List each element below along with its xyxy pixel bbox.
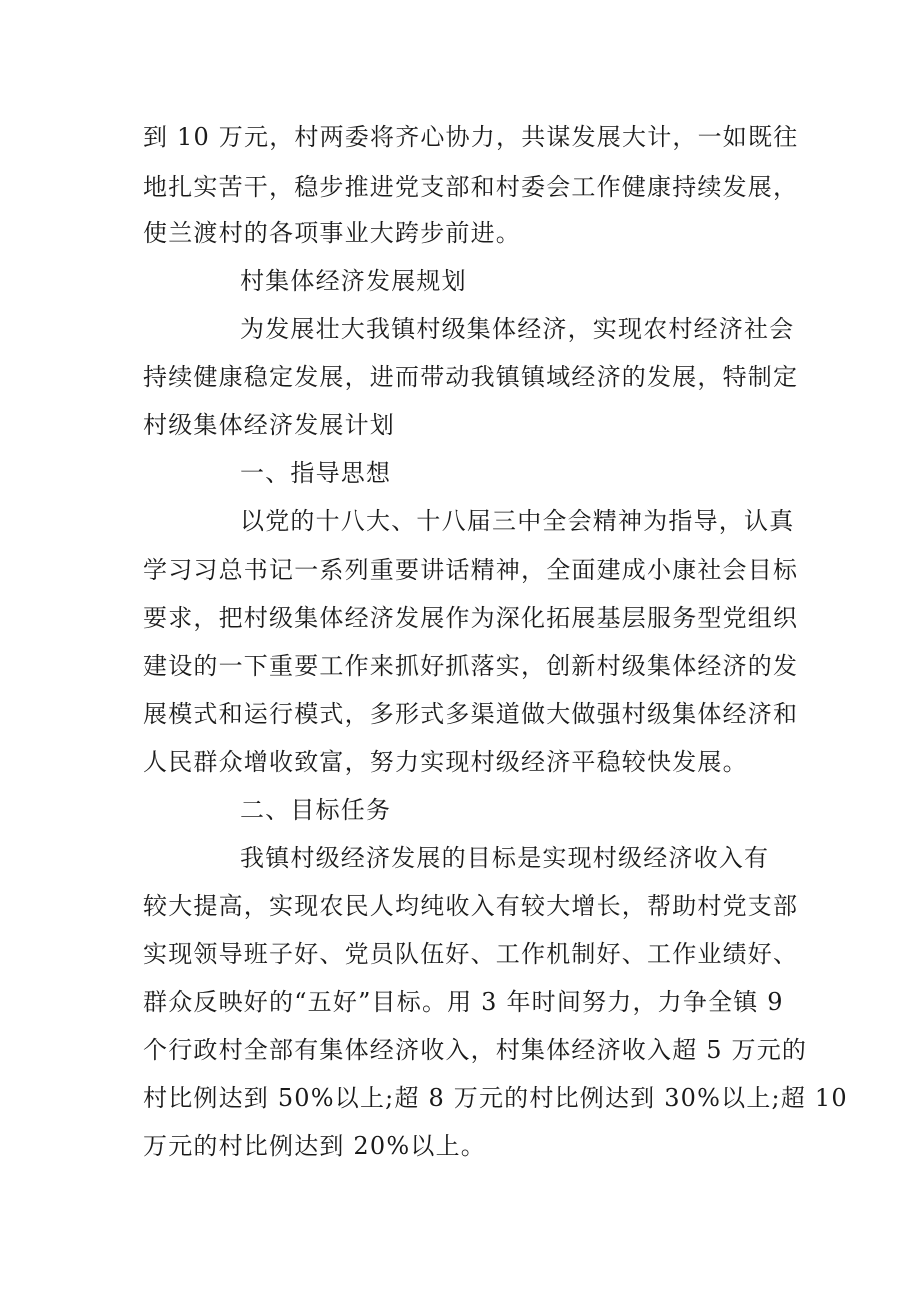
paragraph-line: 个行政村全部有集体经济收入，村集体经济收入超 5 万元的 <box>143 1036 808 1064</box>
paragraph-line: 实现领导班子好、党员队伍好、工作机制好、工作业绩好、 <box>143 940 799 968</box>
paragraph-line: 到 10 万元，村两委将齐心协力，共谋发展大计，一如既往 <box>143 123 799 151</box>
section-heading: 一、指导思想 <box>240 459 392 487</box>
paragraph-line: 万元的村比例达到 20%以上。 <box>143 1132 486 1160</box>
paragraph-line: 我镇村级经济发展的目标是实现村级经济收入有 <box>240 844 770 872</box>
paragraph-line: 地扎实苦干，稳步推进党支部和村委会工作健康持续发展， <box>143 173 799 201</box>
paragraph-line: 使兰渡村的各项事业大跨步前进。 <box>143 219 521 247</box>
paragraph-line: 建设的一下重要工作来抓好抓落实，创新村级集体经济的发 <box>143 652 799 680</box>
paragraph-line: 村级集体经济发展计划 <box>143 411 395 439</box>
section-heading: 二、目标任务 <box>240 796 392 824</box>
paragraph-line: 村比例达到 50%以上;超 8 万元的村比例达到 30%以上;超 10 <box>143 1084 848 1112</box>
paragraph-line: 学习习总书记一系列重要讲话精神，全面建成小康社会目标 <box>143 556 799 584</box>
paragraph-line: 人民群众增收致富，努力实现村级经济平稳较快发展。 <box>143 748 748 776</box>
paragraph-line: 展模式和运行模式，多形式多渠道做大做强村级集体经济和 <box>143 700 799 728</box>
section-heading: 村集体经济发展规划 <box>240 267 467 295</box>
paragraph-line: 群众反映好的“五好”目标。用 3 年时间努力，力争全镇 9 <box>143 988 784 1016</box>
paragraph-line: 为发展壮大我镇村级集体经济，实现农村经济社会 <box>240 315 795 343</box>
paragraph-line: 持续健康稳定发展，进而带动我镇镇域经济的发展，特制定 <box>143 363 799 391</box>
paragraph-line: 较大提高，实现农民人均纯收入有较大增长，帮助村党支部 <box>143 892 799 920</box>
paragraph-line: 以党的十八大、十八届三中全会精神为指导，认真 <box>240 507 795 535</box>
paragraph-line: 要求，把村级集体经济发展作为深化拓展基层服务型党组织 <box>143 604 799 632</box>
